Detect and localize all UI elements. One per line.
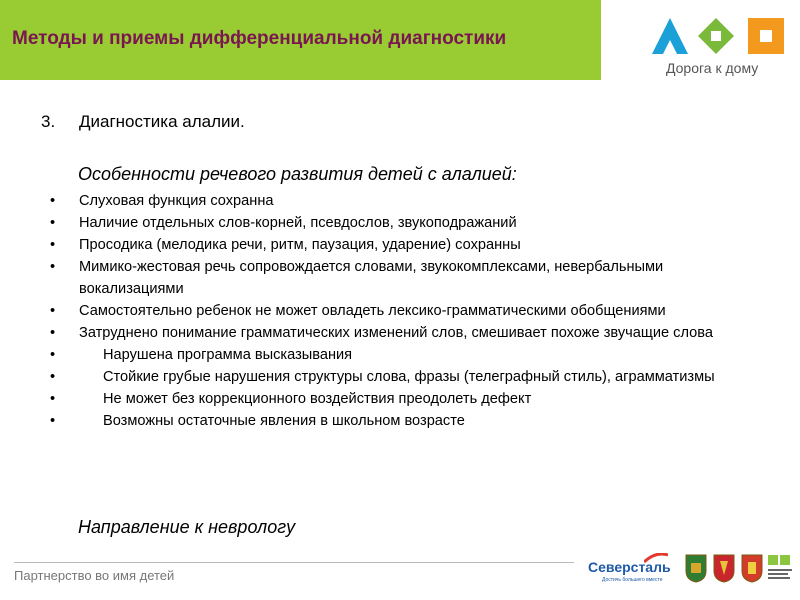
conclusion: Направление к неврологу xyxy=(78,517,296,537)
list-item: • Не может без коррекционного воздействия преодолеть дефект xyxy=(50,388,750,410)
list-item: • Нарушена программа высказывания xyxy=(50,344,750,366)
section-heading xyxy=(41,112,245,132)
fund-logo-icon xyxy=(766,553,794,583)
footer-divider xyxy=(14,562,574,563)
coat-of-arms-icon xyxy=(684,553,708,583)
sponsor-name: Северсталь xyxy=(588,559,671,575)
list-item: • Слуховая функция сохранна xyxy=(50,190,750,212)
square-icon xyxy=(748,18,784,54)
list-item: • Просодика (мелодика речи, ритм, паузация, ударение) сохранны xyxy=(50,234,750,256)
list-item: • Наличие отдельных слов-корней, псевдослов, звукоподражаний xyxy=(50,212,750,234)
logo-caption: Дорога к дому xyxy=(666,60,759,76)
list-item: • Мимико-жестовая речь сопровождается словами, звукокомплексами, невербальными вокализациями xyxy=(50,256,750,300)
list-item: • Затруднено понимание грамматических изменений слов, смешивает похоже звучащие слова xyxy=(50,322,750,344)
footer-text: Партнерство во имя детей xyxy=(14,568,175,583)
cross-icon xyxy=(698,18,734,54)
list-item: • Стойкие грубые нарушения структуры слова, фразы (телеграфный стиль), аграмматизмы xyxy=(50,366,750,388)
slide-title: Методы и приемы дифференциальной диагностики xyxy=(12,28,507,49)
bullet-list xyxy=(50,190,750,432)
section-number: 3. xyxy=(41,112,56,131)
sponsor-tagline: Достичь большего вместе xyxy=(602,577,663,583)
section-title: Диагностика алалии. xyxy=(79,112,245,131)
severstal-logo xyxy=(588,553,670,587)
subtitle: Особенности речевого развития детей с алалией: xyxy=(78,164,517,184)
coat-of-arms-icon xyxy=(740,553,764,583)
list-item: • Возможны остаточные явления в школьном возрасте xyxy=(50,410,750,432)
list-item: • Самостоятельно ребенок не может овладеть лексико-грамматическими обобщениями xyxy=(50,300,750,322)
coat-of-arms-icon xyxy=(712,553,736,583)
